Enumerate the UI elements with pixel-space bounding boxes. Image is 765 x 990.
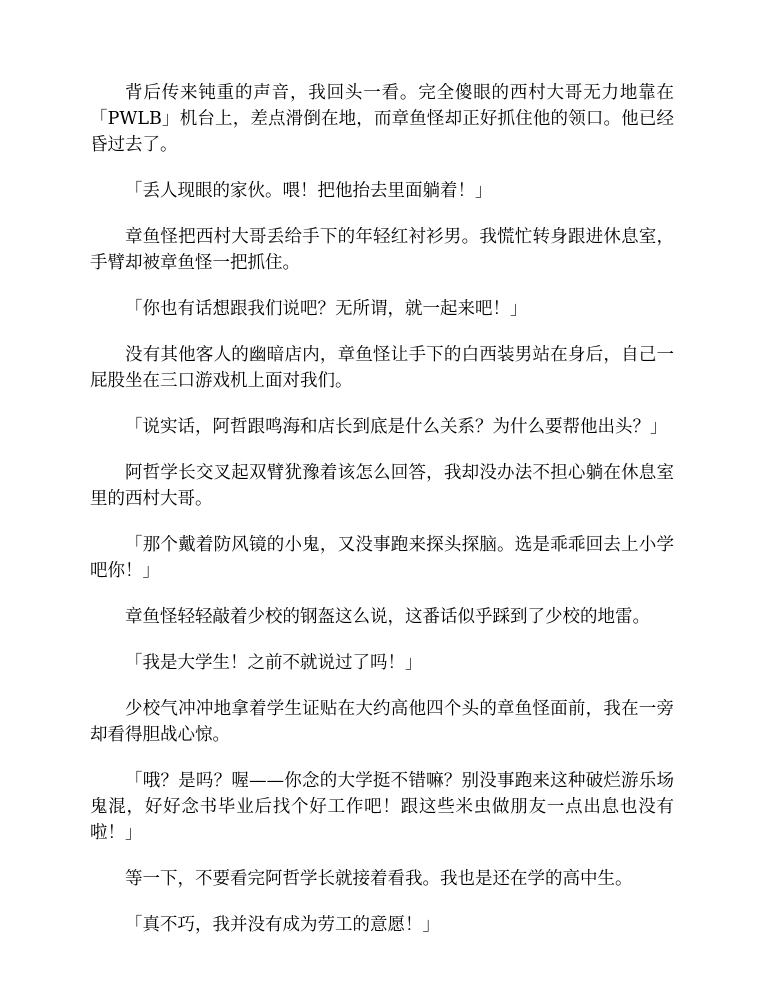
paragraph: 章鱼怪轻轻敲着少校的钢盔这么说，这番话似乎踩到了少校的地雷。 — [125, 607, 650, 627]
document-page — [90, 80, 674, 958]
paragraph: 少校气冲冲地拿着学生证贴在大约高他四个头的章鱼怪面前，我在一旁却看得胆战心惊。 — [90, 699, 674, 745]
paragraph: 没有其他客人的幽暗店内，章鱼怪让手下的白西装男站在身后，自己一屁股坐在三口游戏机上面对我们。 — [90, 345, 674, 391]
paragraph: 「那个戴着防风镜的小鬼，又没事跑来探头探脑。选是乖乖回去上小学吧你！」 — [90, 535, 674, 581]
paragraph: 「真不巧，我并没有成为劳工的意愿！」 — [125, 915, 440, 935]
paragraph: 章鱼怪把西村大哥丢给手下的年轻红衬衫男。我慌忙转身跟进休息室，手臂却被章鱼怪一把抓住。 — [90, 227, 674, 273]
paragraph: 阿哲学长交叉起双臂犹豫着该怎么回答，我却没办法不担心躺在休息室里的西村大哥。 — [90, 463, 674, 509]
paragraph: 「丢人现眼的家伙。喂！把他抬去里面躺着！」 — [125, 181, 493, 201]
paragraph: 「我是大学生！之前不就说过了吗！」 — [125, 653, 423, 673]
paragraph: 等一下，不要看完阿哲学长就接着看我。我也是还在学的高中生。 — [125, 869, 633, 889]
paragraph: 「说实话，阿哲跟鸣海和店长到底是什么关系？为什么要帮他出头？」 — [125, 417, 668, 437]
paragraph: 背后传来钝重的声音，我回头一看。完全傻眼的西村大哥无力地靠在「PWLB」机台上，差点滑倒在地，而章鱼怪却正好抓住他的领口。他已经昏过去了。 — [90, 83, 674, 155]
paragraph: 「你也有话想跟我们说吧？无所谓，就一起来吧！」 — [125, 299, 528, 319]
paragraph: 「哦？是吗？喔——你念的大学挺不错嘛？别没事跑来这种破烂游乐场鬼混，好好念书毕业后找个好工作吧！跟这些米虫做朋友一点出息也没有啦！」 — [90, 771, 674, 843]
